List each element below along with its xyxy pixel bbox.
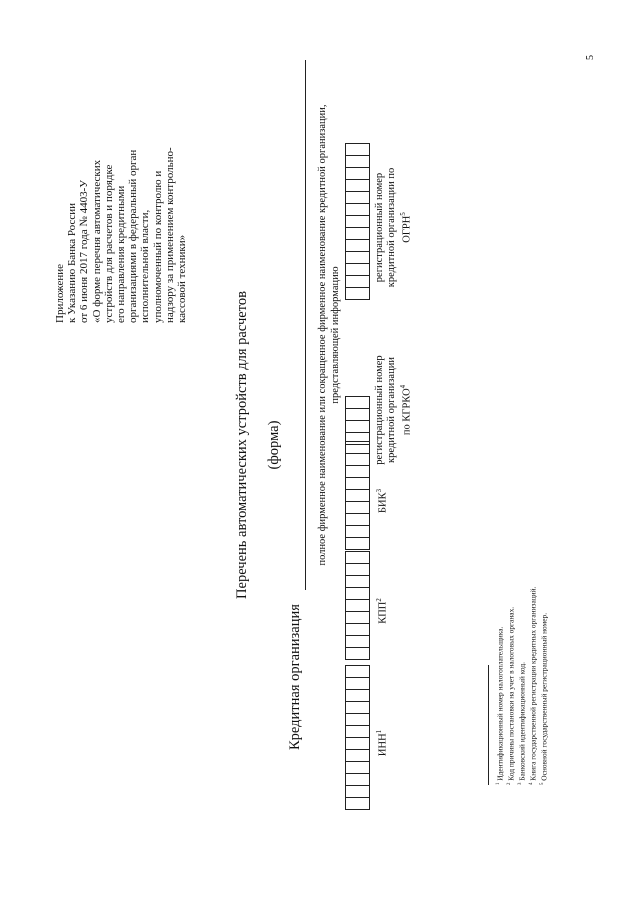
kgrko-label-line bbox=[398, 355, 414, 465]
bik-label-text: БИК bbox=[377, 492, 389, 514]
digit-cell[interactable] bbox=[346, 287, 369, 299]
page-number: 5 bbox=[585, 55, 596, 60]
appendix-line: «О форме перечня автоматических bbox=[90, 159, 103, 323]
digit-cell[interactable] bbox=[346, 513, 369, 525]
kgrko-cells[interactable] bbox=[345, 396, 370, 445]
digit-cell[interactable] bbox=[346, 623, 369, 635]
appendix-line: устройств для расчетов и порядке bbox=[102, 164, 115, 323]
kgrko-footnote-ref: 4 bbox=[400, 384, 407, 389]
digit-cell[interactable] bbox=[346, 666, 369, 677]
footnote-item: $^5$ Основной государственный регистрационный номер. bbox=[539, 612, 549, 785]
footnote-item: $^3$ Банковский идентификационный код. bbox=[517, 662, 527, 785]
appendix-line: Приложение bbox=[54, 263, 66, 323]
org-name-input-line[interactable] bbox=[305, 60, 306, 590]
digit-cell[interactable] bbox=[346, 155, 369, 167]
appendix-line: уполномоченный по контролю и bbox=[151, 170, 164, 323]
ogrn-label-text: ОГРН bbox=[401, 215, 413, 243]
kpp-label-text: КПП bbox=[377, 601, 389, 624]
digit-cell[interactable] bbox=[346, 599, 369, 611]
digit-cell[interactable] bbox=[346, 587, 369, 599]
org-label: Кредитная организация bbox=[287, 604, 303, 750]
footnote-item: $^1$ Идентификационный номер налогоплательщика. bbox=[495, 626, 505, 785]
digit-cell[interactable] bbox=[346, 575, 369, 587]
digit-cell[interactable] bbox=[346, 552, 369, 563]
ogrn-label-line: регистрационный номер bbox=[374, 172, 385, 283]
digit-cell[interactable] bbox=[346, 263, 369, 275]
digit-cell[interactable] bbox=[346, 239, 369, 251]
org-caption-line: представляющей информацию bbox=[330, 266, 341, 404]
kgrko-label bbox=[374, 355, 414, 465]
digit-cell[interactable] bbox=[346, 677, 369, 689]
inn-cells[interactable] bbox=[345, 665, 370, 810]
digit-cell[interactable] bbox=[346, 179, 369, 191]
digit-cell[interactable] bbox=[346, 432, 369, 444]
digit-cell[interactable] bbox=[346, 563, 369, 575]
digit-cell[interactable] bbox=[346, 227, 369, 239]
digit-cell[interactable] bbox=[346, 773, 369, 785]
kpp-label bbox=[374, 562, 390, 660]
bik-cells[interactable] bbox=[345, 441, 370, 550]
ogrn-label-line: кредитной организации по bbox=[386, 167, 397, 288]
bik-footnote-ref: 3 bbox=[376, 488, 383, 493]
ogrn-cells[interactable] bbox=[345, 143, 370, 300]
org-caption-line: полное фирменное наименование или сокращенное фирменное наименование кредитной организации, bbox=[317, 104, 328, 566]
footnote-divider bbox=[488, 665, 489, 785]
inn-label bbox=[374, 676, 390, 810]
digit-cell[interactable] bbox=[346, 701, 369, 713]
kgrko-label-line: регистрационный номер bbox=[374, 355, 385, 465]
appendix-line: исполнительной власти, bbox=[139, 209, 152, 323]
digit-cell[interactable] bbox=[346, 611, 369, 623]
bik-label bbox=[374, 452, 390, 550]
kgrko-label-line: кредитной организации bbox=[386, 357, 397, 463]
digit-cell[interactable] bbox=[346, 635, 369, 647]
digit-cell[interactable] bbox=[346, 191, 369, 203]
footnote-item: $^4$ Книга государственной регистрации кредитных организаций. bbox=[528, 586, 538, 785]
digit-cell[interactable] bbox=[346, 725, 369, 737]
digit-cell[interactable] bbox=[346, 713, 369, 725]
digit-cell[interactable] bbox=[346, 501, 369, 513]
digit-cell[interactable] bbox=[346, 408, 369, 420]
digit-cell[interactable] bbox=[346, 203, 369, 215]
digit-cell[interactable] bbox=[346, 689, 369, 701]
org-name-caption bbox=[316, 55, 342, 615]
form-title: Перечень автоматических устройств для расчетов bbox=[234, 291, 250, 599]
appendix-line: надзору за применением контрольно- bbox=[163, 147, 176, 323]
digit-cell[interactable] bbox=[346, 537, 369, 549]
digit-cell[interactable] bbox=[346, 167, 369, 179]
appendix-line: кассовой техники» bbox=[176, 234, 189, 323]
digit-cell[interactable] bbox=[346, 397, 369, 408]
kpp-cells[interactable] bbox=[345, 551, 370, 660]
digit-cell[interactable] bbox=[346, 737, 369, 749]
appendix-line: его направления кредитными bbox=[115, 185, 128, 323]
ogrn-footnote-ref: 5 bbox=[400, 212, 407, 216]
appendix-line: организациями в федеральный орган bbox=[127, 149, 140, 323]
digit-cell[interactable] bbox=[346, 785, 369, 797]
form-subtitle: (форма) bbox=[266, 420, 282, 470]
digit-cell[interactable] bbox=[346, 251, 369, 263]
inn-label-text: ИНН bbox=[377, 733, 389, 757]
inn-footnote-ref: 1 bbox=[376, 729, 383, 734]
digit-cell[interactable] bbox=[346, 749, 369, 761]
footnote-item: $^2$ Код причины постановки на учет в налоговых органах. bbox=[506, 606, 516, 785]
kgrko-label-text: по КГРКО bbox=[401, 388, 413, 436]
digit-cell[interactable] bbox=[346, 647, 369, 659]
appendix-note bbox=[54, 23, 188, 323]
digit-cell[interactable] bbox=[346, 420, 369, 432]
appendix-line: от 6 июня 2017 года № 4403-У bbox=[78, 179, 91, 323]
digit-cell[interactable] bbox=[346, 453, 369, 465]
digit-cell[interactable] bbox=[346, 144, 369, 155]
appendix-line: к Указанию Банка России bbox=[66, 203, 79, 323]
digit-cell[interactable] bbox=[346, 477, 369, 489]
kpp-footnote-ref: 2 bbox=[376, 598, 383, 602]
digit-cell[interactable] bbox=[346, 465, 369, 477]
digit-cell[interactable] bbox=[346, 797, 369, 809]
footnotes bbox=[494, 587, 549, 785]
digit-cell[interactable] bbox=[346, 275, 369, 287]
digit-cell[interactable] bbox=[346, 761, 369, 773]
ogrn-label bbox=[374, 150, 414, 305]
digit-cell[interactable] bbox=[346, 525, 369, 537]
digit-cell[interactable] bbox=[346, 489, 369, 501]
digit-cell[interactable] bbox=[346, 215, 369, 227]
ogrn-label-line bbox=[398, 150, 414, 305]
